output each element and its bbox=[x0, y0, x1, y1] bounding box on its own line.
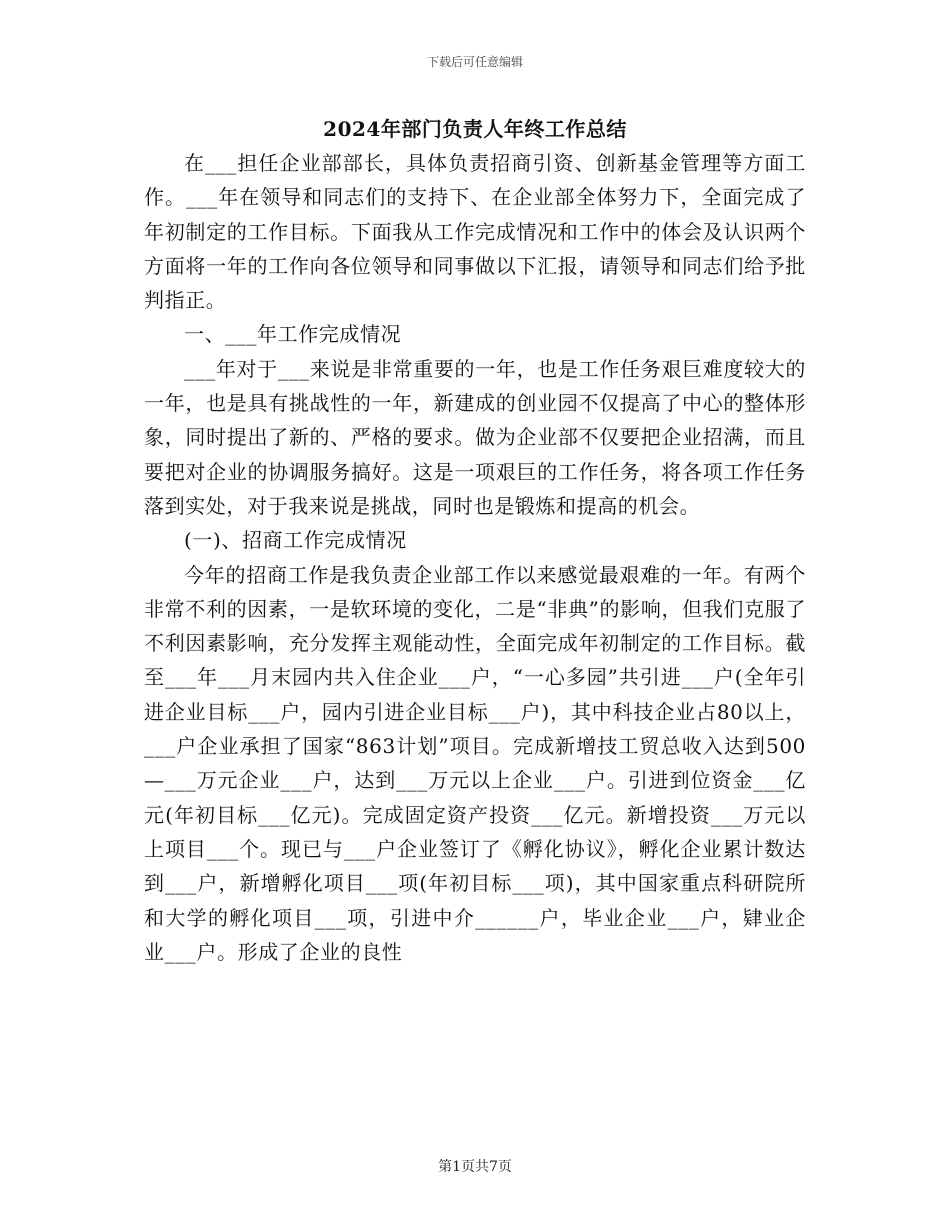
subsection-heading-1: (一)、招商工作完成情况 bbox=[184, 528, 407, 553]
document-body bbox=[144, 146, 806, 969]
header-note: 下载后可任意编辑 bbox=[426, 55, 523, 69]
section-heading-1: 一、___年工作完成情况 bbox=[184, 322, 402, 347]
paragraph-intro: 在___担任企业部部长，具体负责招商引资、创新基金管理等方面工作。___年在领导和同志们的支持下、在企业部全体努力下，全面完成了年初制定的工作目标。下面我从工作完成情况和工作中的体会及认识两个方面将一年的工作向各位领导和同事做以下汇报，请领导和同志们给予批判指正。 bbox=[144, 151, 806, 313]
paragraph-overview: ___年对于___来说是非常重要的一年，也是工作任务艰巨难度较大的一年，也是具有挑战性的一年，新建成的创业园不仅提高了中心的整体形象，同时提出了新的、严格的要求。做为企业部不仅要把企业招满，而且要把对企业的协调服务搞好。这是一项艰巨的工作任务，将各项工作任务落到实处，对于我来说是挑战，同时也是锻炼和提高的机会。 bbox=[144, 356, 806, 518]
paragraph-investment: 今年的招商工作是我负责企业部工作以来感觉最艰难的一年。有两个非常不利的因素，一是软环境的变化，二是“非典”的影响，但我们克服了不利因素影响，充分发挥主观能动性，全面完成年初制定的工作目标。截至___年___月末园内共入住企业___户，“一心多园”共引进___户(全年引进企业目标___户，园内引进企业目标___户)，其中科技企业占80以上，___户企业承担了国家“863计划”项目。完成新增技工贸总收入达到500—___万元企业___户，达到___万元以上企业___户。引进到位资金___亿元(年初目标___亿元)。完成固定资产投资___亿元。新增投资___万元以上项目___个。现已与___户企业签订了《孵化协议》，孵化企业累计数达到___户，新增孵化项目___项(年初目标___项)，其中国家重点科研院所和大学的孵化项目___项，引进中介______户，毕业企业___户，肄业企业___户。形成了企业的良性 bbox=[144, 562, 806, 964]
document-title: 2024年部门负责人年终工作总结 bbox=[323, 117, 627, 141]
page-footer: 第1页共7页 bbox=[438, 1159, 512, 1175]
